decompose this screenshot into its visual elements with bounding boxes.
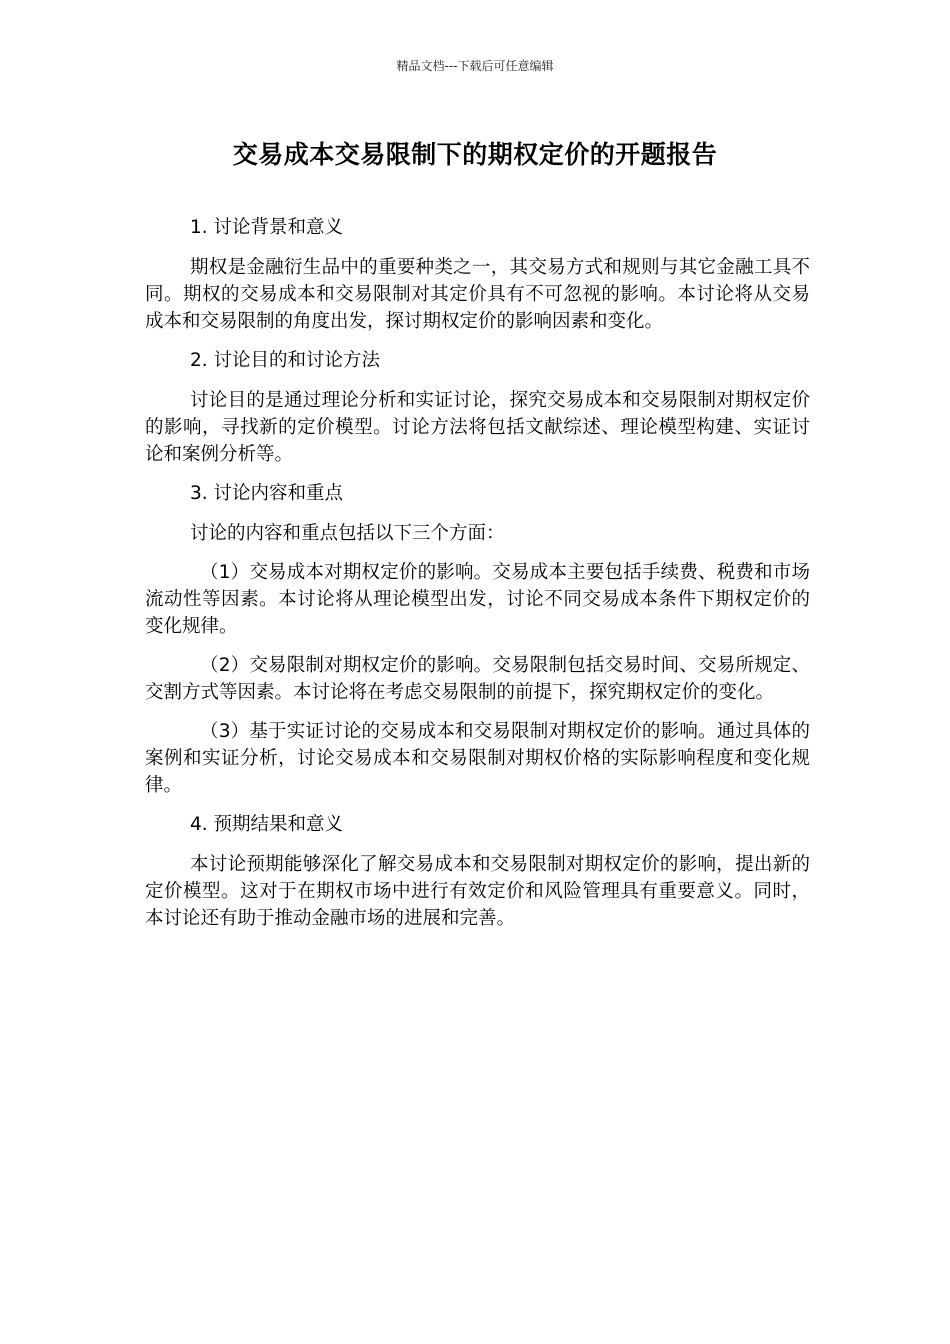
section-heading: 4. 预期结果和意义: [190, 814, 344, 835]
list-item-paragraph: （2）交易限制对期权定价的影响。交易限制包括交易时间、交易所规定、交割方式等因素。本讨论将在考虑交易限制的前提下，探究期权定价的变化。: [145, 655, 810, 703]
section-heading: 3. 讨论内容和重点: [190, 483, 344, 504]
paragraph: 讨论目的是通过理论分析和实证讨论，探究交易成本和交易限制对期权定价的影响，寻找新的定价模型。讨论方法将包括文献综述、理论模型构建、实证讨论和案例分析等。: [145, 390, 810, 465]
section-expected-results: [145, 811, 810, 932]
section-purpose-method: [145, 347, 810, 468]
section-background: [145, 214, 810, 335]
list-item-paragraph: （3）基于实证讨论的交易成本和交易限制对期权定价的影响。通过具体的案例和实证分析，讨论交易成本和交易限制对期权价格的实际影响程度和变化规律。: [145, 721, 810, 796]
section-heading: 1. 讨论背景和意义: [190, 217, 344, 238]
section-content-focus: [145, 480, 810, 799]
document-title: 交易成本交易限制下的期权定价的开题报告: [232, 140, 718, 169]
paragraph: 期权是金融衍生品中的重要种类之一，其交易方式和规则与其它金融工具不同。期权的交易成本和交易限制对其定价具有不可忽视的影响。本讨论将从交易成本和交易限制的角度出发，探讨期权定价的影响因素和变化。: [145, 257, 810, 332]
document-body: [145, 214, 810, 932]
section-heading: 2. 讨论目的和讨论方法: [190, 350, 381, 371]
running-header: 精品文档---下载后可任意编辑: [396, 59, 554, 73]
paragraph: 讨论的内容和重点包括以下三个方面：: [190, 523, 505, 544]
paragraph: 本讨论预期能够深化了解交易成本和交易限制对期权定价的影响，提出新的定价模型。这对于在期权市场中进行有效定价和风险管理具有重要意义。同时，本讨论还有助于推动金融市场的进展和完善。: [145, 854, 810, 929]
list-item-paragraph: （1）交易成本对期权定价的影响。交易成本主要包括手续费、税费和市场流动性等因素。本讨论将从理论模型出发，讨论不同交易成本条件下期权定价的变化规律。: [145, 562, 810, 637]
